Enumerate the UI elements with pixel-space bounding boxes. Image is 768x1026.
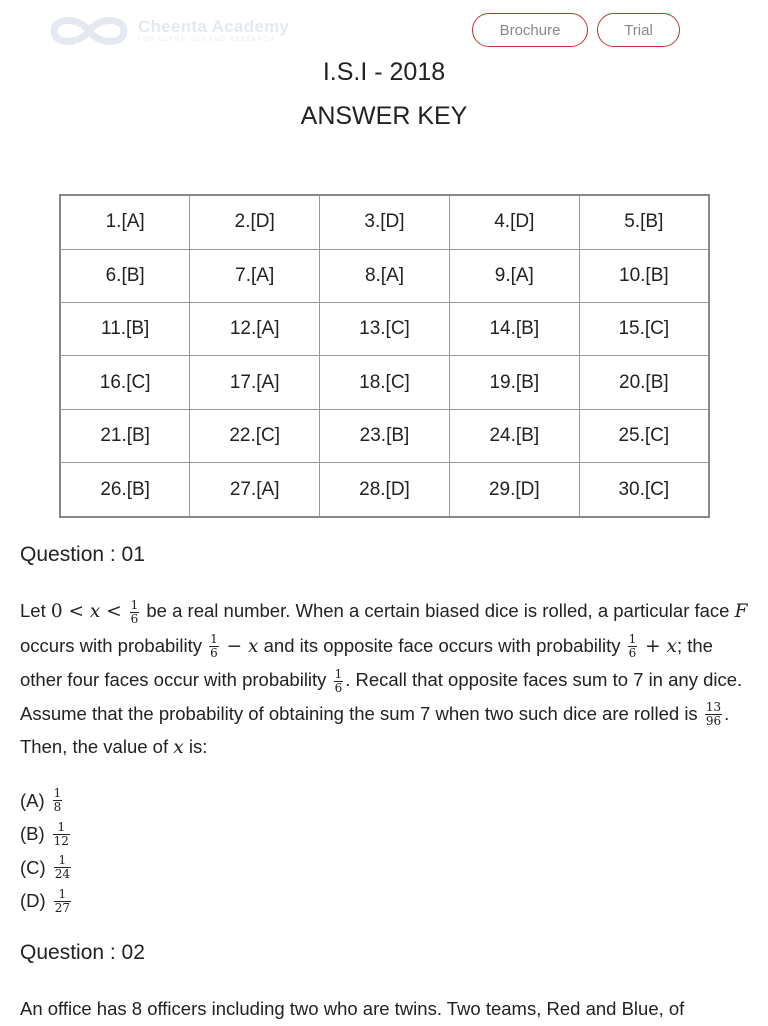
fraction-one-sixth: $\frac{1}{6}$ bbox=[628, 632, 637, 661]
fraction-one-sixth: $\frac{1}{6}$ bbox=[210, 632, 218, 661]
q1-text-part: ; the other four faces occur with probability bbox=[20, 634, 713, 690]
option-b bbox=[20, 818, 73, 852]
q1-text-part: is: bbox=[183, 736, 208, 757]
math-zero: 0 bbox=[50, 601, 63, 622]
trial-button[interactable]: Trial bbox=[597, 13, 680, 47]
option-label: (A) bbox=[20, 789, 45, 811]
answer-cell: 29.[D] bbox=[449, 463, 579, 518]
option-fraction: $\frac{1}{27}$ bbox=[54, 886, 70, 915]
answer-cell: 3.[D] bbox=[320, 195, 450, 249]
answer-cell: 22.[C] bbox=[190, 409, 320, 462]
logo-tagline: FOR OLYMPIADS AND RESEARCH bbox=[138, 37, 275, 43]
math-plus: + bbox=[639, 635, 667, 657]
answer-cell: 18.[C] bbox=[320, 356, 450, 409]
answer-cell: 10.[B] bbox=[579, 249, 709, 302]
cheenta-logo[interactable] bbox=[46, 12, 289, 50]
answer-cell: 25.[C] bbox=[579, 409, 709, 462]
answer-cell: 12.[A] bbox=[190, 303, 320, 356]
answer-cell: 6.[B] bbox=[60, 249, 190, 302]
answer-cell: 23.[B] bbox=[320, 409, 450, 462]
fraction-one-sixth: $\frac{1}{6}$ bbox=[334, 666, 343, 695]
q1-text-part: Let bbox=[20, 600, 51, 621]
answer-cell: 9.[A] bbox=[449, 249, 579, 302]
option-fraction: $\frac{1}{12}$ bbox=[53, 819, 69, 848]
answer-cell: 19.[B] bbox=[449, 356, 579, 409]
option-label: (D) bbox=[20, 890, 46, 912]
page-subtitle: ANSWER KEY bbox=[300, 102, 468, 130]
page-title: I.S.I - 2018 bbox=[322, 58, 446, 86]
question-1-options bbox=[20, 784, 73, 918]
answer-cell: 27.[A] bbox=[190, 463, 320, 518]
option-fraction: $\frac{1}{24}$ bbox=[54, 853, 70, 882]
option-d bbox=[20, 885, 73, 919]
answer-cell: 7.[A] bbox=[190, 249, 320, 302]
answer-cell: 8.[A] bbox=[320, 249, 450, 302]
brochure-button[interactable]: Brochure bbox=[472, 13, 588, 47]
fraction-one-sixth: $\frac{1}{6}$ bbox=[130, 597, 139, 626]
table-row bbox=[60, 409, 709, 462]
q1-text-part: and its opposite face occurs with probability bbox=[258, 634, 626, 656]
option-fraction: $\frac{1}{8}$ bbox=[53, 786, 62, 815]
math-minus: − bbox=[220, 635, 249, 657]
answer-cell: 30.[C] bbox=[579, 463, 709, 518]
answer-cell: 11.[B] bbox=[60, 303, 190, 356]
option-c bbox=[20, 851, 73, 885]
logo-name: Cheenta Academy bbox=[138, 17, 290, 36]
answer-cell: 17.[A] bbox=[190, 356, 320, 409]
question-1-text bbox=[20, 594, 750, 765]
question-2-heading: Question : 02 bbox=[20, 941, 145, 964]
q1-text-part: . Then, the value of bbox=[20, 702, 730, 757]
math-x: x bbox=[666, 635, 677, 657]
answer-cell: 2.[D] bbox=[190, 195, 320, 249]
question-1-heading: Question : 01 bbox=[20, 543, 145, 566]
answer-cell: 14.[B] bbox=[449, 303, 579, 356]
answer-key-table bbox=[59, 194, 710, 518]
math-x: x bbox=[248, 635, 259, 657]
math-x: x bbox=[89, 601, 101, 622]
table-row bbox=[60, 356, 709, 409]
table-row bbox=[60, 303, 709, 356]
table-row bbox=[60, 249, 709, 302]
infinity-logo-icon bbox=[46, 12, 132, 50]
option-label: (C) bbox=[20, 856, 46, 878]
answer-cell: 4.[D] bbox=[449, 195, 579, 249]
answer-cell: 26.[B] bbox=[60, 463, 190, 518]
q1-text-part: occurs with probability bbox=[20, 634, 208, 656]
answer-cell: 20.[B] bbox=[579, 356, 709, 409]
answer-cell: 1.[A] bbox=[60, 195, 190, 249]
site-header bbox=[0, 0, 768, 60]
answer-cell: 16.[C] bbox=[60, 356, 190, 409]
table-row bbox=[60, 195, 709, 249]
answer-cell: 21.[B] bbox=[60, 409, 190, 462]
option-a bbox=[20, 784, 73, 818]
table-row bbox=[60, 463, 709, 518]
q1-text-part: be a real number. When a certain biased dice is rolled, a particular face bbox=[141, 600, 735, 621]
math-x: x bbox=[173, 737, 184, 758]
answer-cell: 15.[C] bbox=[579, 303, 709, 356]
fraction-thirteen-ninety-sixths: $\frac{13}{96}$ bbox=[705, 700, 722, 729]
answer-cell: 5.[B] bbox=[579, 195, 709, 249]
answer-cell: 13.[C] bbox=[320, 303, 450, 356]
math-F: F bbox=[734, 601, 748, 622]
answer-cell: 24.[B] bbox=[449, 409, 579, 462]
answer-cell: 28.[D] bbox=[320, 463, 450, 518]
question-2-text: An office has 8 officers including two who are twins. Two teams, Red and Blue, of bbox=[20, 998, 685, 1019]
q1-text-part: . Recall that opposite faces sum to 7 in any dice. Assume that the probability of obtaining the sum 7 when two such dice are rolled is bbox=[20, 669, 743, 724]
math-less-than: < bbox=[62, 601, 90, 622]
math-less-than: < bbox=[100, 601, 128, 622]
option-label: (B) bbox=[20, 823, 45, 845]
